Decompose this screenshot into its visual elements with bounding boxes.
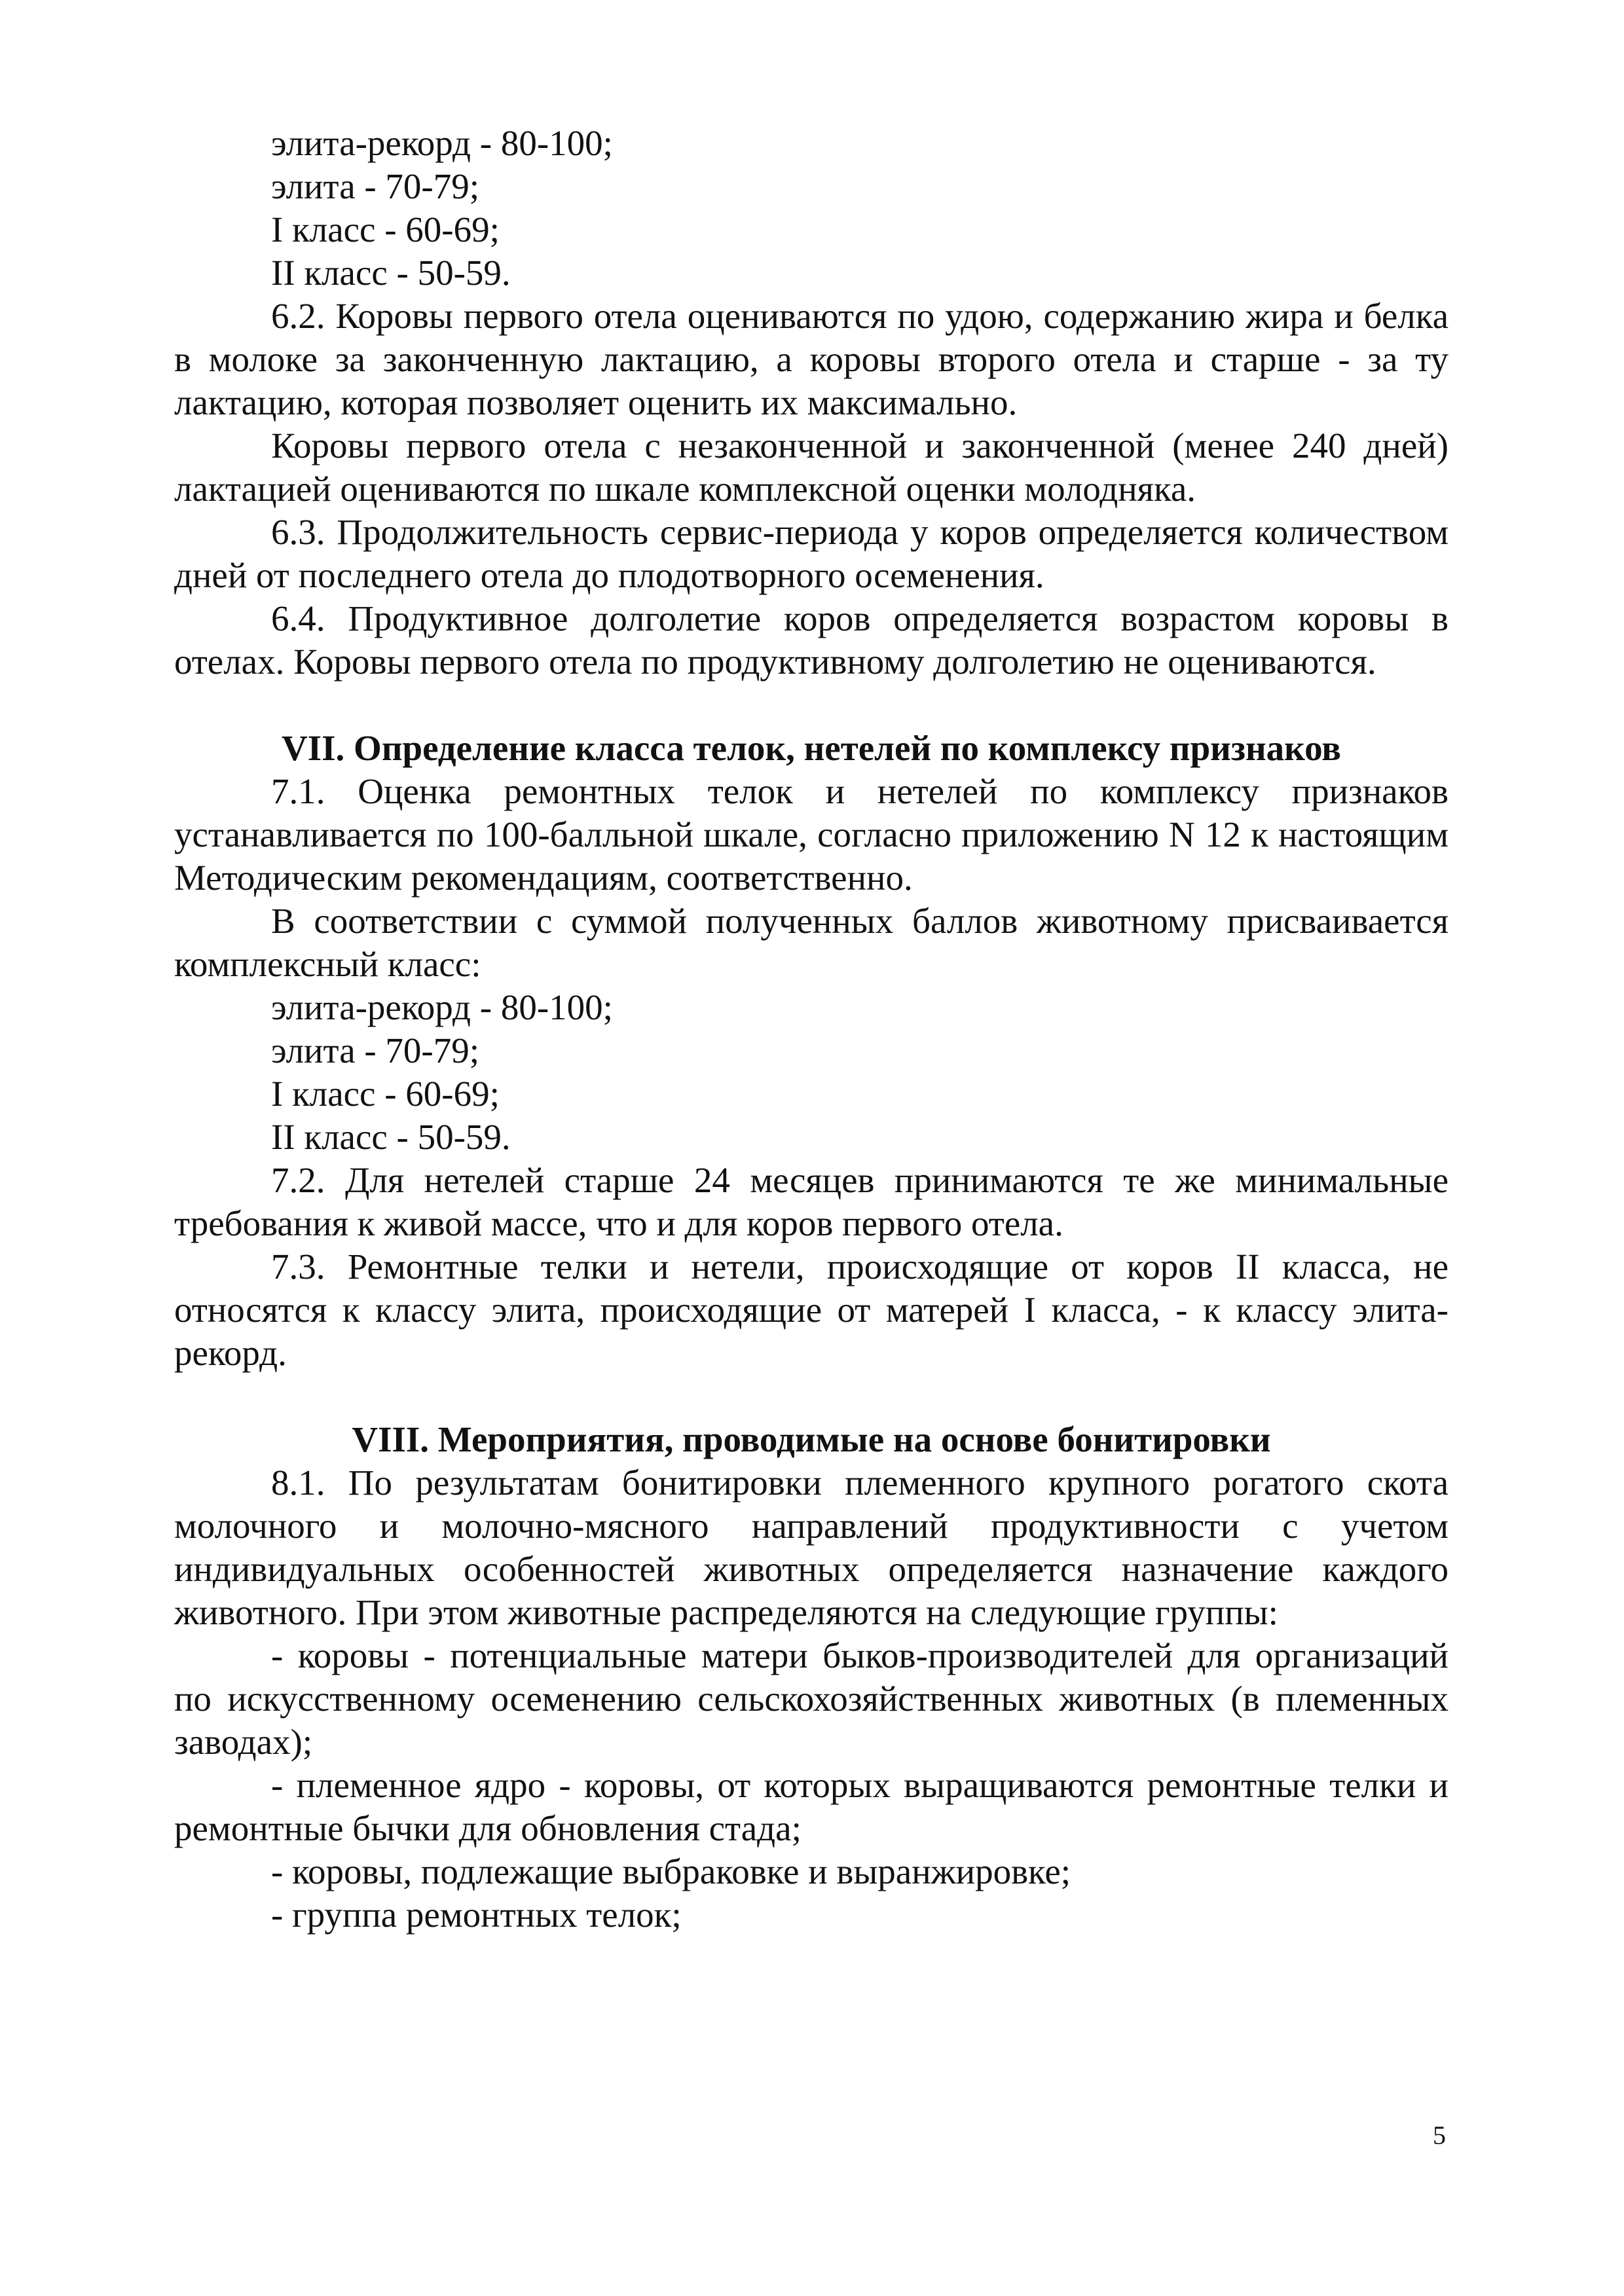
list-item: - племенное ядро - коровы, от которых выращиваются ремонтные телки и ремонтные бычки для обновления стада; (174, 1765, 1449, 1848)
class-line: II класс - 50-59. (271, 253, 511, 293)
paragraph-6-2: 6.2. Коровы первого отела оцениваются по удою, содержанию жира и белка в молоке за законченную лактацию, а коровы второго отела и старше - за ту лактацию, которая позволяет оценить их максимально. (174, 296, 1449, 422)
list-item: - коровы, подлежащие выбраковке и выранжировке; (271, 1851, 1071, 1891)
class-line: II класс - 50-59. (271, 1117, 511, 1157)
paragraph-7-1-b: В соответствии с суммой полученных баллов животному присваивается комплексный класс: (174, 901, 1449, 984)
list-item: - коровы - потенциальные матери быков-производителей для организаций по искусственному осеменению сельскохозяйственных животных (в племенных заводах); (174, 1635, 1449, 1762)
paragraph-6-2-b: Коровы первого отела с незаконченной и законченной (менее 240 дней) лактацией оцениваются по шкале комплексной оценки молодняка. (174, 426, 1449, 509)
page-body (174, 122, 1449, 1937)
paragraph-7-2: 7.2. Для нетелей старше 24 месяцев принимаются те же минимальные требования к живой массе, что и для коров первого отела. (174, 1160, 1449, 1243)
class-line: I класс - 60-69; (271, 210, 500, 249)
class-line: элита-рекорд - 80-100; (271, 123, 613, 163)
class-line: элита - 70-79; (271, 166, 480, 206)
paragraph-7-1: 7.1. Оценка ремонтных телок и нетелей по комплексу признаков устанавливается по 100-балльной шкале, согласно приложению N 12 к настоящим Методическим рекомендациям, соответственно. (174, 771, 1449, 898)
paragraph-6-4: 6.4. Продуктивное долголетие коров определяется возрастом коровы в отелах. Коровы первого отела по продуктивному долголетию не оцениваются. (174, 598, 1449, 682)
page-number: 5 (1433, 2121, 1446, 2150)
paragraph-7-3: 7.3. Ремонтные телки и нетели, происходящие от коров II класса, не относятся к классу элита, происходящие от матерей I класса, - к классу элита-рекорд. (174, 1247, 1449, 1373)
section-heading-8: VIII. Мероприятия, проводимые на основе бонитировки (352, 1419, 1271, 1459)
list-item: - группа ремонтных телок; (271, 1895, 682, 1935)
class-line: элита-рекорд - 80-100; (271, 987, 613, 1027)
section-heading-7: VII. Определение класса телок, нетелей по комплексу признаков (282, 728, 1341, 768)
section-gap (174, 683, 1449, 727)
section-gap (174, 1375, 1449, 1418)
paragraph-8-1: 8.1. По результатам бонитировки племенного крупного рогатого скота молочного и молочно-мясного направлений продуктивности с учетом индивидуальных особенностей животных определяется назначение каждого животного. При этом животные распределяются на следующие группы: (174, 1463, 1449, 1632)
paragraph-6-3: 6.3. Продолжительность сервис-периода у коров определяется количеством дней от последнего отела до плодотворного осеменения. (174, 512, 1449, 595)
class-line: I класс - 60-69; (271, 1074, 500, 1114)
class-line: элита - 70-79; (271, 1030, 480, 1070)
